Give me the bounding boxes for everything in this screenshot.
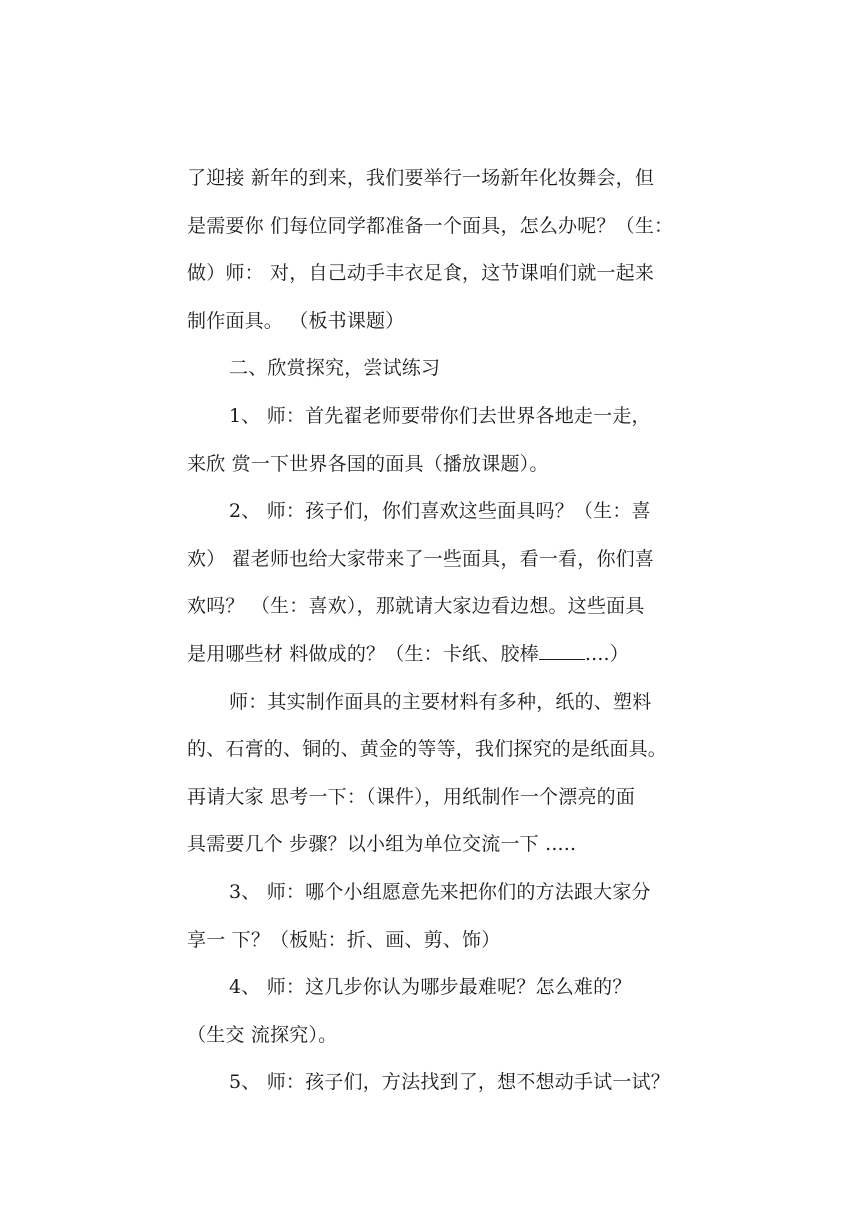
text-line: 再请大家 思考一下：（课件），用纸制作一个漂亮的面 bbox=[187, 785, 636, 808]
fill-in-blank bbox=[539, 635, 585, 660]
text-line: 做）师： 对，自己动手丰衣足食，这节课咱们就一起来 bbox=[187, 262, 655, 285]
section-heading: 二、欣赏探究，尝试练习 bbox=[229, 357, 441, 380]
text-line: 4、 师：这几步你认为哪步最难呢？怎么难的？ bbox=[229, 976, 632, 999]
text-line: 来欣 赏一下世界各国的面具（播放课题）。 bbox=[187, 452, 549, 475]
text-segment: 是用哪些材 料做成的？（生：卡纸、胶棒 bbox=[187, 642, 539, 665]
text-segment: ....） bbox=[584, 642, 630, 665]
text-line: 3、 师：哪个小组愿意先来把你们的方法跟大家分 bbox=[229, 880, 651, 903]
text-line: （生交 流探究）。 bbox=[187, 1023, 338, 1046]
text-line-with-blank bbox=[187, 631, 687, 679]
text-line: 享一 下？（板贴：折、画、剪、饰） bbox=[187, 928, 501, 951]
document-body bbox=[187, 155, 687, 1107]
text-line: 具需要几个 步骤？以小组为单位交流一下 ..... bbox=[187, 833, 577, 856]
text-line: 了迎接 新年的到来，我们要举行一场新年化妆舞会，但 bbox=[187, 167, 655, 189]
text-line: 制作面具。 （板书课题） bbox=[187, 309, 405, 332]
text-line: 的、石膏的、铜的、黄金的等等，我们探究的是纸面具。 bbox=[187, 738, 668, 761]
text-line: 是需要你 们每位同学都准备一个面具，怎么办呢？（生： bbox=[187, 214, 674, 237]
text-line: 1、 师：首先翟老师要带你们去世界各地走一走， bbox=[229, 404, 651, 427]
text-line: 欢吗？ （生：喜欢），那就请大家边看边想。这些面具 bbox=[187, 595, 645, 618]
text-line: 师：其实制作面具的主要材料有多种，纸的、塑料 bbox=[229, 690, 652, 713]
text-line: 2、 师：孩子们，你们喜欢这些面具吗？（生：喜 bbox=[229, 500, 651, 523]
text-line: 5、 师：孩子们，方法找到了，想不想动手试一试？ bbox=[229, 1071, 670, 1094]
text-line: 欢） 翟老师也给大家带来了一些面具，看一看，你们喜 bbox=[187, 547, 655, 570]
